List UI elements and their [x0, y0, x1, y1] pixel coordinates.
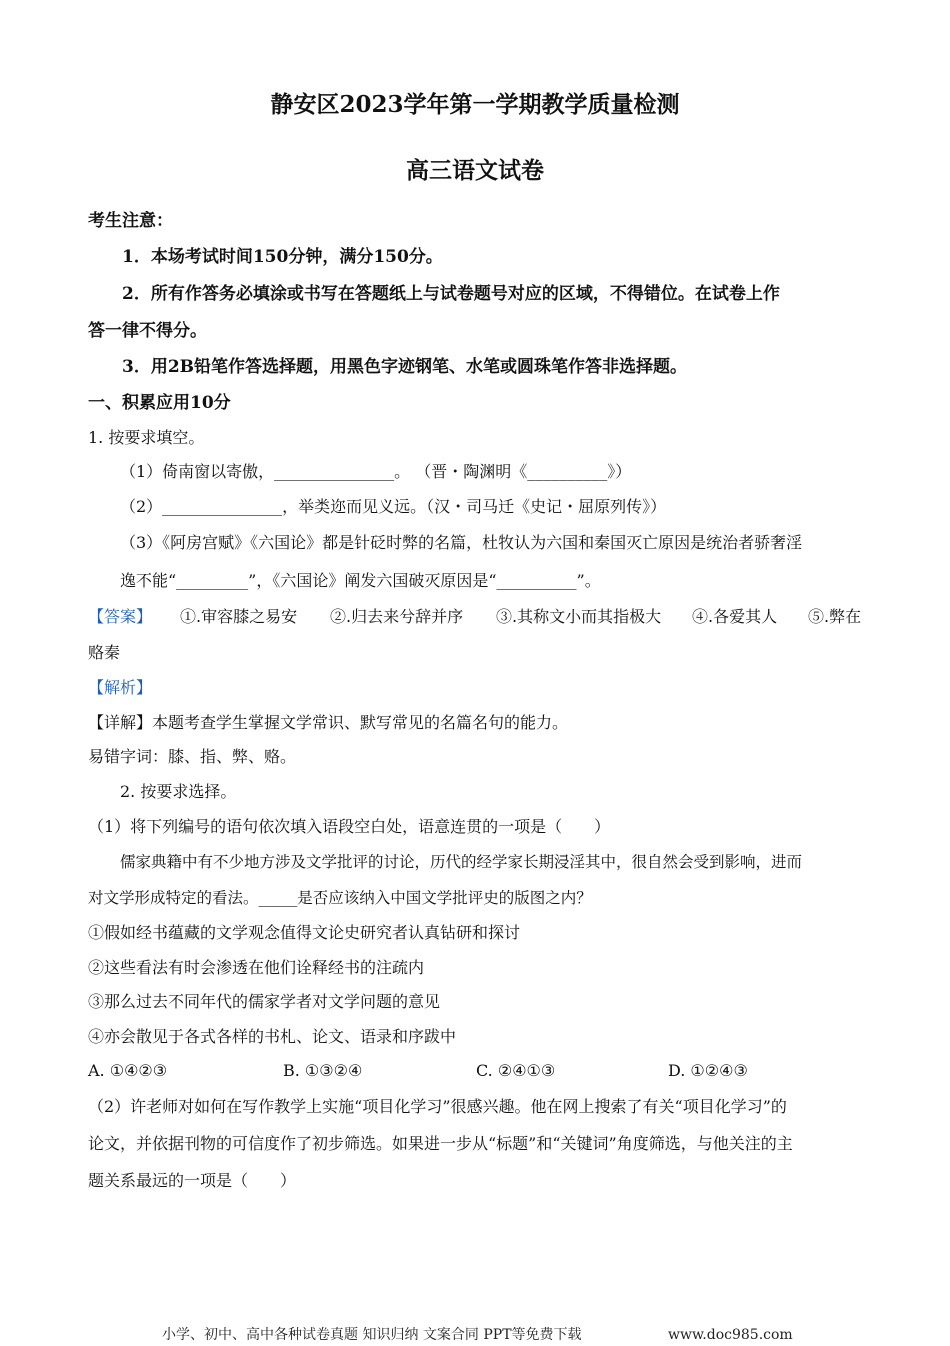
notice-item-2-line1: 2．所有作答务必填涂或书写在答题纸上与试卷题号对应的区域，不得错位。在试卷上作 [122, 284, 780, 304]
q1-part-2: （2）_______________，举类迩而见义远。（汉・司马迁《史记・屈原列传》） [120, 497, 667, 516]
sentence-3: ③那么过去不同年代的儒家学者对文学问题的意见 [88, 992, 441, 1011]
q2-sub2-line3: 题关系最远的一项是（ ） [88, 1171, 297, 1190]
sentence-2: ②这些看法有时会渗透在他们诠释经书的注疏内 [88, 958, 425, 977]
analysis-typo: 易错字词：膝、指、弊、赂。 [88, 747, 297, 766]
answer-3: ③.其称文小而其指极大 [496, 607, 662, 626]
analysis-tag: 【解析】 [88, 678, 153, 697]
q1-part-3-line1: （3）《阿房宫赋》《六国论》都是针砭时弊的名篇，杜牧认为六国和秦国灭亡原因是统治者骄奢淫 [120, 533, 803, 552]
footer-site-link[interactable]: www.doc985.com [668, 1327, 793, 1343]
option-c: C. ②④①③ [476, 1061, 556, 1080]
notice-heading: 考生注意： [88, 211, 173, 231]
sentence-1: ①假如经书蕴藏的文学观念值得文论史研究者认真钻研和探讨 [88, 923, 521, 942]
footer-text: 小学、初中、高中各种试卷真题 知识归纳 文案合同 PPT等免费下载 [162, 1327, 582, 1343]
answer-5: ⑤.弊在 [808, 607, 862, 626]
analysis-detail: 【详解】本题考查学生掌握文学常识、默写常见的名篇名句的能力。 [88, 713, 569, 732]
q2-sub2-line1: （2）许老师对如何在写作教学上实施“项目化学习”很感兴趣。他在网上搜索了有关“项目化学习”的 [88, 1097, 787, 1116]
answer-2: ②.归去来兮辞并序 [330, 607, 464, 626]
answer-1: ①.审容膝之易安 [180, 607, 298, 626]
section-heading: 一、积累应用10分 [88, 393, 231, 413]
answer-continued: 赂秦 [88, 643, 121, 662]
notice-item-3: 3．用2B铅笔作答选择题，用黑色字迹钢笔、水笔或圆珠笔作答非选择题。 [122, 357, 688, 377]
sentence-4: ④亦会散见于各式各样的书札、论文、语录和序跋中 [88, 1027, 457, 1046]
option-d: D. ①②④③ [668, 1061, 748, 1080]
page-title: 静安区2023学年第一学期教学质量检测 [270, 91, 680, 118]
q1-part-3-line2: 逸不能“_________”，《六国论》阐发六国破灭原因是“__________”。 [120, 571, 601, 590]
q1-stem: 1. 按要求填空。 [88, 428, 205, 447]
answer-tag: 【答案】 [88, 607, 153, 626]
q2-stem: 2. 按要求选择。 [120, 782, 237, 801]
answer-4: ④.各爱其人 [692, 607, 778, 626]
q1-part-1: （1）倚南窗以寄傲，_______________。 （晋・陶渊明《__________》） [120, 462, 632, 481]
notice-item-2-line2: 答一律不得分。 [88, 321, 207, 341]
q2-sub1: （1）将下列编号的语句依次填入语段空白处，语意连贯的一项是（ ） [88, 817, 611, 836]
passage-line2: 对文学形成特定的看法。_____是否应该纳入中国文学批评史的版图之内？ [88, 889, 592, 907]
passage-line1: 儒家典籍中有不少地方涉及文学批评的讨论，历代的经学家长期浸淫其中，很自然会受到影响，进而 [120, 853, 803, 871]
option-a: A. ①④②③ [88, 1061, 168, 1080]
q2-sub2-line2: 论文，并依据刊物的可信度作了初步筛选。如果进一步从“标题”和“关键词”角度筛选，与他关注的主 [88, 1134, 793, 1153]
option-b: B. ①③②④ [283, 1061, 363, 1080]
notice-item-1: 1．本场考试时间150分钟，满分150分。 [122, 247, 443, 267]
page-subtitle: 高三语文试卷 [406, 157, 544, 184]
